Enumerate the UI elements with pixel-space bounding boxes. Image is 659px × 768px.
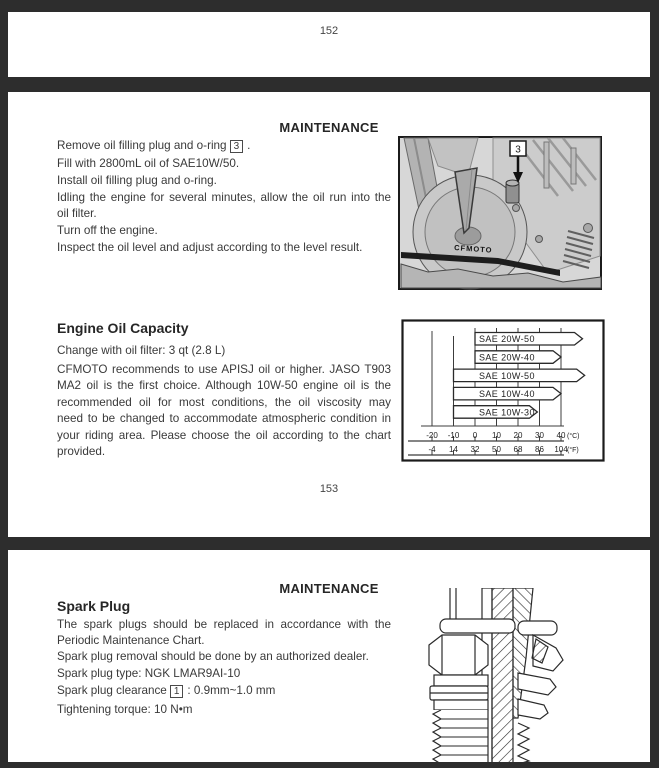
clearance-text: Spark plug clearance bbox=[57, 684, 167, 697]
axis-tick-label: 40 bbox=[556, 431, 566, 440]
text-line: need to be changed to accommodate atmospheric condition in bbox=[57, 412, 391, 426]
clearance-value: : 0.9mm~1.0 mm bbox=[187, 684, 276, 697]
step-inspect-level: Inspect the oil level and adjust according to the level result. bbox=[57, 241, 363, 254]
engine-rod bbox=[571, 148, 576, 184]
right-ledge-upper bbox=[518, 673, 556, 695]
manual-page-153 bbox=[8, 92, 650, 537]
page-number: 153 bbox=[319, 483, 339, 495]
right-ledge-lower bbox=[518, 699, 548, 719]
spark-plug-replace-paragraph bbox=[57, 617, 391, 650]
axis-tick-label: 14 bbox=[449, 445, 458, 454]
step-idle-engine bbox=[57, 190, 391, 223]
insulator-ridge bbox=[440, 619, 515, 633]
callout-number: 3 bbox=[515, 144, 521, 156]
right-seal-ring bbox=[518, 621, 557, 635]
engine-rod bbox=[544, 142, 549, 188]
page-header: MAINTENANCE bbox=[279, 581, 379, 596]
step-install-plug: Install oil filling plug and o-ring. bbox=[57, 174, 217, 187]
spark-plug-type-line: Spark plug type: NGK LMAR9AI-10 bbox=[57, 667, 241, 680]
lower-body bbox=[434, 700, 488, 710]
viscosity-bar-label: SAE 20W-40 bbox=[479, 352, 535, 363]
shoulder bbox=[434, 675, 488, 686]
page-header: MAINTENANCE bbox=[279, 120, 379, 135]
axis-tick-label: 20 bbox=[513, 431, 523, 440]
bolt bbox=[536, 236, 543, 243]
text-line: oil filter. bbox=[57, 207, 97, 221]
axis-tick-label: 30 bbox=[535, 431, 544, 440]
right-threads bbox=[518, 723, 529, 762]
axis-tick-label: 0 bbox=[472, 431, 478, 440]
text-line: recommended oil for most conditions, the oil viscosity may bbox=[57, 395, 391, 409]
viscosity-bar-label: SAE 10W-50 bbox=[479, 370, 535, 381]
text-line: CFMOTO recommends to use APISJ oil or higher. JASO T903 bbox=[57, 363, 391, 376]
viscosity-bar-label: SAE 20W-50 bbox=[479, 334, 535, 345]
section-heading-oil-capacity: Engine Oil Capacity bbox=[57, 320, 189, 336]
insulator-cone-hatched bbox=[513, 588, 533, 718]
engine-oil-plug-figure bbox=[398, 136, 602, 290]
axis-tick-label: -20 bbox=[426, 431, 438, 440]
step-turn-off: Turn off the engine. bbox=[57, 224, 158, 237]
callout-ref-3: 3 bbox=[230, 140, 244, 153]
section-heading-spark-plug: Spark Plug bbox=[57, 598, 131, 614]
step-text: . bbox=[247, 139, 251, 152]
text-line: The spark plugs should be replaced in accordance with the bbox=[57, 618, 391, 631]
axis-tick-label: 50 bbox=[492, 445, 501, 454]
viscosity-bar-label: SAE 10W-40 bbox=[479, 389, 535, 400]
spark-plug-figure bbox=[425, 588, 570, 762]
text-line: Idling the engine for several minutes, allow the oil run into the bbox=[57, 191, 391, 204]
text-line: Periodic Maintenance Chart. bbox=[57, 634, 205, 648]
axis-tick-label: -4 bbox=[428, 445, 436, 454]
insulator-hatched bbox=[492, 588, 513, 762]
axis-tick-label: 104 bbox=[554, 445, 568, 454]
cfmoto-brand-label: CFMOTO bbox=[453, 243, 493, 255]
bolt bbox=[513, 205, 520, 212]
callout-ref-1: 1 bbox=[170, 685, 184, 698]
step-remove-plug bbox=[57, 138, 391, 154]
bolt bbox=[584, 224, 593, 233]
oil-recommendation-paragraph bbox=[57, 362, 391, 460]
hex-nut bbox=[429, 635, 488, 675]
tightening-torque-line: Tightening torque: 10 N•m bbox=[57, 703, 193, 716]
axis-unit-label: (°F) bbox=[567, 447, 579, 454]
manual-page-154 bbox=[8, 550, 650, 762]
text-line: your riding area. Please choose the oil according to the chart bbox=[57, 428, 391, 442]
axis-tick-label: 10 bbox=[492, 431, 501, 440]
viscosity-bar-label: SAE 10W-30 bbox=[479, 407, 535, 418]
text-line: provided. bbox=[57, 445, 106, 459]
axis-unit-label: (°C) bbox=[567, 433, 580, 440]
step-text: Remove oil filling plug and o-ring bbox=[57, 139, 227, 152]
step-fill-oil: Fill with 2800mL oil of SAE10W/50. bbox=[57, 157, 240, 170]
oil-change-spec: Change with oil filter: 3 qt (2.8 L) bbox=[57, 344, 226, 357]
spark-plug-clearance-line bbox=[57, 683, 391, 699]
axis-tick-label: -10 bbox=[447, 431, 460, 440]
axis-tick-label: 86 bbox=[535, 445, 544, 454]
page-number: 152 bbox=[319, 25, 339, 37]
text-line: MA2 oil is the first choice. Although 10W-50 engine oil is the bbox=[57, 379, 391, 393]
axis-tick-label: 68 bbox=[513, 445, 523, 454]
spark-plug-removal-line: Spark plug removal should be done by an authorized dealer. bbox=[57, 650, 369, 663]
manual-page-152 bbox=[8, 12, 650, 77]
oil-viscosity-chart bbox=[401, 319, 605, 462]
axis-tick-label: 32 bbox=[470, 445, 480, 454]
